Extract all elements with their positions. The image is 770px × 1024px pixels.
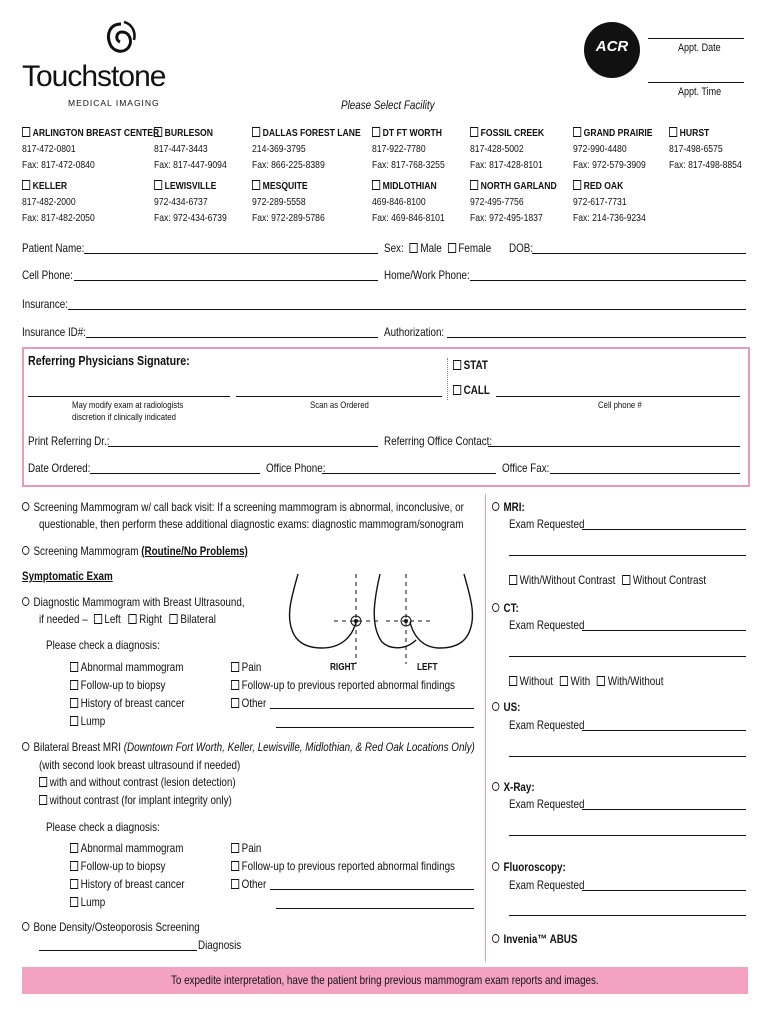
- diagram-left-label: LEFT: [417, 662, 438, 673]
- dx1-lump-label: Lump: [80, 714, 106, 728]
- dx2-history-label: History of breast cancer: [80, 877, 185, 891]
- diag-mammo-option[interactable]: [22, 595, 245, 609]
- us-exam-field[interactable]: [582, 730, 746, 731]
- fluoro-exam-field-2[interactable]: [509, 915, 746, 916]
- sex-label-text: Sex:: [384, 241, 404, 255]
- facility-phone: 817-498-6575: [669, 143, 723, 155]
- mri-with-without-contrast-label: With/Without Contrast: [519, 573, 616, 587]
- facility-name: [22, 178, 95, 194]
- cell-phone-note: Cell phone #: [598, 400, 642, 411]
- dx1-other-field-2[interactable]: [276, 727, 474, 728]
- logo-name: Touchstone: [22, 60, 166, 93]
- bone-density-dx-field[interactable]: [39, 950, 197, 951]
- insurance-id-label: Insurance ID#:: [22, 325, 86, 339]
- appt-date-label: Appt. Date: [678, 42, 721, 54]
- facility-fax: Fax: 972-289-5786: [252, 212, 325, 224]
- facility-phone: 817-428-5002: [470, 143, 524, 155]
- xray-radio[interactable]: [492, 782, 499, 791]
- left-checkbox[interactable]: [94, 614, 102, 624]
- right-checkbox[interactable]: [128, 614, 136, 624]
- fluoro-radio[interactable]: [492, 862, 499, 871]
- mri-with-without-checkbox[interactable]: [39, 777, 47, 787]
- invenia-radio[interactable]: [492, 934, 499, 943]
- ct-without-label: Without: [519, 674, 554, 688]
- facility-fax: Fax: 817-472-0840: [22, 159, 95, 171]
- mri-without[interactable]: [39, 793, 232, 807]
- dx1-followup-prev-checkbox[interactable]: [231, 680, 239, 690]
- signature-modify-field[interactable]: [28, 396, 230, 397]
- dx2-pain-label: Pain: [241, 841, 262, 855]
- call-phone-field[interactable]: [496, 396, 740, 397]
- dx2-abnormal-label: Abnormal mammogram: [80, 841, 184, 855]
- dob-label: DOB:: [509, 241, 534, 255]
- invenia-option[interactable]: [492, 932, 577, 946]
- facility-checkbox[interactable]: [470, 180, 478, 190]
- mri-radio[interactable]: [492, 502, 499, 511]
- facility-option[interactable]: [573, 178, 646, 226]
- invenia-label: Invenia™ ABUS: [503, 932, 578, 946]
- facility-checkbox[interactable]: [22, 127, 30, 137]
- facility-checkbox[interactable]: [252, 180, 260, 190]
- mri-exam-label: Exam Requested: [509, 517, 585, 531]
- facility-checkbox[interactable]: [22, 180, 30, 190]
- ct-with-label: With: [570, 674, 591, 688]
- facility-name-text: BURLESON: [164, 127, 213, 139]
- female-checkbox[interactable]: [448, 243, 456, 253]
- breast-diagram-icon[interactable]: [282, 570, 478, 666]
- facility-phone: 817-922-7780: [372, 143, 426, 155]
- dx2-pain[interactable]: [231, 841, 261, 855]
- mri-label: MRI:: [503, 500, 525, 514]
- facility-option[interactable]: [252, 178, 325, 226]
- mri-exam-field[interactable]: [582, 529, 746, 530]
- office-contact-field[interactable]: [488, 446, 740, 447]
- mri-with-without[interactable]: [39, 775, 236, 789]
- facility-name-text: MESQUITE: [262, 180, 308, 192]
- facility-name: [372, 125, 445, 141]
- stat-label: STAT: [463, 358, 488, 372]
- dx1-followup-label: Follow-up to biopsy: [80, 678, 166, 692]
- dx1-pain[interactable]: [231, 660, 261, 674]
- screening-callback-radio[interactable]: [22, 502, 29, 511]
- call-label: CALL: [463, 383, 490, 397]
- dx2-history-checkbox[interactable]: [70, 879, 78, 889]
- office-fax-label: Office Fax:: [502, 461, 550, 475]
- dx1-history[interactable]: [70, 696, 185, 710]
- stat-option[interactable]: [453, 358, 488, 372]
- facility-name: [470, 125, 544, 141]
- mri-option[interactable]: [492, 500, 525, 514]
- dx1-other-checkbox[interactable]: [231, 698, 239, 708]
- diag-if-needed: if needed –: [39, 612, 88, 626]
- fluoro-label: Fluoroscopy:: [503, 860, 566, 874]
- mri-breast-radio[interactable]: [22, 742, 29, 751]
- facility-name: [154, 125, 227, 141]
- screening-callback-text2: questionable, then perform these additional diagnostic exams: diagnostic mammogram/sonogram: [39, 517, 464, 531]
- modify-note-line2: discretion if clinically indicated: [72, 412, 176, 423]
- insurance-label: Insurance:: [22, 297, 68, 311]
- footer-text: To expedite interpretation, have the patient bring previous mammogram exam reports and images.: [171, 973, 599, 987]
- facility-option[interactable]: [372, 125, 445, 173]
- screening-routine-text: Screening Mammogram: [33, 544, 139, 558]
- xray-exam-label: Exam Requested: [509, 797, 585, 811]
- ct-without-checkbox[interactable]: [509, 676, 517, 686]
- office-phone-label: Office Phone:: [266, 461, 326, 475]
- facility-name: [573, 178, 646, 194]
- authorization-field[interactable]: [447, 337, 746, 338]
- facility-phone: 817-447-3443: [154, 143, 208, 155]
- authorization-label: Authorization:: [384, 325, 445, 339]
- facility-checkbox[interactable]: [154, 180, 162, 190]
- xray-label: X-Ray:: [503, 780, 535, 794]
- facility-phone: 817-472-0801: [22, 143, 76, 155]
- facility-checkbox[interactable]: [573, 127, 581, 137]
- dx1-other-label: Other: [241, 696, 267, 710]
- insurance-id-field[interactable]: [86, 337, 378, 338]
- facility-name-text: ARLINGTON BREAST CENTER: [32, 127, 160, 139]
- dx2-followup[interactable]: [70, 859, 165, 873]
- facility-phone: 972-990-4480: [573, 143, 627, 155]
- us-option[interactable]: [492, 700, 520, 714]
- ct-with-checkbox[interactable]: [560, 676, 568, 686]
- facility-option[interactable]: [22, 125, 159, 173]
- female-label: Female: [458, 241, 492, 255]
- dx2-pain-checkbox[interactable]: [231, 843, 239, 853]
- appt-time-label: Appt. Time: [678, 86, 722, 98]
- home-phone-field[interactable]: [470, 280, 746, 281]
- cell-phone-field[interactable]: [74, 280, 378, 281]
- us-exam-field-2[interactable]: [509, 756, 746, 757]
- mri-contrast-row: [509, 573, 706, 587]
- diag-mammo-radio[interactable]: [22, 597, 29, 606]
- facility-checkbox[interactable]: [154, 127, 162, 137]
- right-label: Right: [139, 612, 163, 626]
- mri-breast-option[interactable]: [22, 740, 475, 754]
- facility-checkbox[interactable]: [372, 180, 380, 190]
- dx2-followup-label: Follow-up to biopsy: [80, 859, 166, 873]
- dx1-followup-prev-label: Follow-up to previous reported abnormal findings: [241, 678, 455, 692]
- footer-banner: [22, 967, 748, 994]
- facility-name: [252, 125, 361, 141]
- date-ordered-field[interactable]: [90, 473, 260, 474]
- mri-second-look: (with second look breast ultrasound if needed): [39, 758, 241, 772]
- modify-note-line1: May modify exam at radiologists: [72, 400, 184, 411]
- check-dx-label-1: Please check a diagnosis:: [46, 638, 160, 652]
- facility-checkbox[interactable]: [669, 127, 677, 137]
- facility-option[interactable]: [470, 178, 557, 226]
- home-phone-label: Home/Work Phone:: [384, 268, 470, 282]
- facility-fax: Fax: 817-428-8101: [470, 159, 543, 171]
- bone-density-radio[interactable]: [22, 922, 29, 931]
- dx1-history-checkbox[interactable]: [70, 698, 78, 708]
- cell-phone-label: Cell Phone:: [22, 268, 73, 282]
- facility-fax: Fax: 817-768-3255: [372, 159, 445, 171]
- ct-exam-field-2[interactable]: [509, 656, 746, 657]
- dx2-other-field-2[interactable]: [276, 908, 474, 909]
- bone-density-label: Bone Density/Osteoporosis Screening: [33, 920, 200, 934]
- sex-label: [384, 241, 491, 255]
- dx1-history-label: History of breast cancer: [80, 696, 185, 710]
- facility-name-text: LEWISVILLE: [164, 180, 217, 192]
- fluoro-exam-label: Exam Requested: [509, 878, 585, 892]
- ct-contrast-row: [509, 674, 663, 688]
- facility-phone: 972-289-5558: [252, 196, 306, 208]
- ct-radio[interactable]: [492, 603, 499, 612]
- call-checkbox[interactable]: [453, 385, 461, 395]
- facility-fax: Fax: 972-579-3909: [573, 159, 646, 171]
- left-label: Left: [104, 612, 121, 626]
- call-option[interactable]: [453, 383, 490, 397]
- facility-phone: 972-617-7731: [573, 196, 627, 208]
- dx1-pain-label: Pain: [241, 660, 262, 674]
- dx1-followup-prev[interactable]: [231, 678, 455, 692]
- dx2-history[interactable]: [70, 877, 185, 891]
- diagram-right-label: RIGHT: [330, 662, 356, 673]
- dx1-abnormal-label: Abnormal mammogram: [80, 660, 184, 674]
- ct-label: CT:: [503, 601, 519, 615]
- mri-with-without-label: with and without contrast (lesion detection): [49, 775, 236, 789]
- dx2-followup-checkbox[interactable]: [70, 861, 78, 871]
- facility-option[interactable]: [573, 125, 653, 173]
- bilateral-checkbox[interactable]: [170, 614, 178, 624]
- facility-name-text: GRAND PRAIRIE: [583, 127, 653, 139]
- signature-divider: [447, 358, 448, 400]
- facility-name: [470, 178, 557, 194]
- facility-fax: Fax: 972-434-6739: [154, 212, 227, 224]
- dx2-followup-prev-label: Follow-up to previous reported abnormal findings: [241, 859, 455, 873]
- diag-mammo-text: Diagnostic Mammogram with Breast Ultrasound,: [33, 595, 245, 609]
- facility-name-text: DT FT WORTH: [382, 127, 442, 139]
- dx2-lump-label: Lump: [80, 895, 106, 909]
- dx2-lump[interactable]: [70, 895, 105, 909]
- signature-as-ordered-field[interactable]: [236, 396, 442, 397]
- us-radio[interactable]: [492, 702, 499, 711]
- dx1-followup[interactable]: [70, 678, 165, 692]
- print-dr-label: Print Referring Dr.:: [28, 434, 110, 448]
- ct-with-without-checkbox[interactable]: [597, 676, 605, 686]
- facility-name: [372, 178, 445, 194]
- facility-phone: 972-434-6737: [154, 196, 208, 208]
- male-label: Male: [420, 241, 442, 255]
- dx1-abnormal-checkbox[interactable]: [70, 662, 78, 672]
- xray-exam-field-2[interactable]: [509, 835, 746, 836]
- facility-option[interactable]: [154, 125, 227, 173]
- facility-name-text: DALLAS FOREST LANE: [262, 127, 361, 139]
- fluoro-option[interactable]: [492, 860, 566, 874]
- dx2-lump-checkbox[interactable]: [70, 897, 78, 907]
- facility-name: [154, 178, 227, 194]
- screening-callback-text1: Screening Mammogram w/ call back visit: If a screening mammogram is abnormal, inconclusive, or: [33, 500, 464, 514]
- facility-name-text: KELLER: [32, 180, 68, 192]
- touchstone-swirl-icon: [104, 20, 138, 60]
- us-label: US:: [503, 700, 521, 714]
- scan-as-ordered-note: Scan as Ordered: [310, 400, 369, 411]
- facility-name: [573, 125, 653, 141]
- dx1-followup-checkbox[interactable]: [70, 680, 78, 690]
- facility-name-text: NORTH GARLAND: [480, 180, 557, 192]
- office-contact-label: Referring Office Contact:: [384, 434, 493, 448]
- facility-fax: Fax: 469-846-8101: [372, 212, 445, 224]
- facility-checkbox[interactable]: [573, 180, 581, 190]
- dx1-other[interactable]: [231, 696, 266, 710]
- facility-name: [669, 125, 742, 141]
- bone-density-option[interactable]: [22, 920, 200, 934]
- print-dr-field[interactable]: [108, 446, 378, 447]
- check-dx-label-2: Please check a diagnosis:: [46, 820, 160, 834]
- facility-name: [252, 178, 325, 194]
- referring-signature-label: Referring Physicians Signature:: [28, 353, 190, 368]
- mri-without-contrast-label: Without Contrast: [632, 573, 707, 587]
- dx2-abnormal[interactable]: [70, 841, 183, 855]
- facility-phone: 469-846-8100: [372, 196, 426, 208]
- facility-option[interactable]: [154, 178, 227, 226]
- mri-exam-field-2[interactable]: [509, 555, 746, 556]
- dx2-other-checkbox[interactable]: [231, 879, 239, 889]
- patient-name-field[interactable]: [84, 253, 378, 254]
- facility-fax: Fax: 817-498-8854: [669, 159, 742, 171]
- mri-breast-locations: (Downtown Fort Worth, Keller, Lewisville, Midlothian, & Red Oak Locations Only): [123, 740, 475, 754]
- office-fax-field[interactable]: [550, 473, 740, 474]
- mri-with-without-contrast-checkbox[interactable]: [509, 575, 517, 585]
- facility-fax: Fax: 817-447-9094: [154, 159, 227, 171]
- mri-without-contrast-checkbox[interactable]: [622, 575, 630, 585]
- dx2-abnormal-checkbox[interactable]: [70, 843, 78, 853]
- facility-option[interactable]: [372, 178, 445, 226]
- column-divider: [485, 494, 486, 962]
- facility-fax: Fax: 817-482-2050: [22, 212, 95, 224]
- patient-name-label: Patient Name:: [22, 241, 85, 255]
- xray-option[interactable]: [492, 780, 535, 794]
- facility-checkbox[interactable]: [470, 127, 478, 137]
- appt-date-line[interactable]: [648, 38, 744, 39]
- appt-time-line[interactable]: [648, 82, 744, 83]
- facility-name-text: HURST: [679, 127, 710, 139]
- office-phone-field[interactable]: [322, 473, 496, 474]
- facility-fax: Fax: 866-225-8389: [252, 159, 325, 171]
- ct-exam-field[interactable]: [582, 630, 746, 631]
- facility-checkbox[interactable]: [372, 127, 380, 137]
- facility-phone: 214-369-3795: [252, 143, 306, 155]
- male-checkbox[interactable]: [410, 243, 418, 253]
- facility-checkbox[interactable]: [252, 127, 260, 137]
- dx2-other-label: Other: [241, 877, 267, 891]
- dx2-other-field[interactable]: [270, 889, 474, 890]
- ct-exam-label: Exam Requested: [509, 618, 585, 632]
- us-exam-label: Exam Requested: [509, 718, 585, 732]
- ct-with-without-label: With/Without: [607, 674, 664, 688]
- symptomatic-heading: Symptomatic Exam: [22, 569, 113, 583]
- facility-option[interactable]: [22, 178, 95, 226]
- dx1-lump-checkbox[interactable]: [70, 716, 78, 726]
- screening-routine-tag: (Routine/No Problems): [141, 544, 248, 558]
- logo-tagline: MEDICAL IMAGING: [68, 98, 160, 108]
- facility-name-text: RED OAK: [583, 180, 624, 192]
- ct-option[interactable]: [492, 601, 519, 615]
- facility-option[interactable]: [470, 125, 544, 173]
- dx1-abnormal[interactable]: [70, 660, 183, 674]
- xray-exam-field[interactable]: [582, 809, 746, 810]
- facility-phone: 972-495-7756: [470, 196, 524, 208]
- dob-field[interactable]: [532, 253, 746, 254]
- screening-routine-option[interactable]: [22, 544, 248, 558]
- facility-option[interactable]: [252, 125, 361, 173]
- diag-side-row: [39, 612, 216, 626]
- screening-callback-option[interactable]: [22, 500, 464, 514]
- fluoro-exam-field[interactable]: [582, 890, 746, 891]
- stat-checkbox[interactable]: [453, 360, 461, 370]
- facility-option[interactable]: [669, 125, 742, 173]
- select-facility-heading: Please Select Facility: [341, 98, 435, 112]
- screening-routine-radio[interactable]: [22, 546, 29, 555]
- dx1-other-field[interactable]: [270, 708, 474, 709]
- mri-without-checkbox[interactable]: [39, 795, 47, 805]
- dx2-followup-prev-checkbox[interactable]: [231, 861, 239, 871]
- facility-name-text: MIDLOTHIAN: [382, 180, 437, 192]
- date-ordered-label: Date Ordered:: [28, 461, 91, 475]
- dx2-followup-prev[interactable]: [231, 859, 455, 873]
- dx2-other[interactable]: [231, 877, 266, 891]
- acr-badge-text: ACR: [595, 38, 629, 55]
- bone-density-dx-label: Diagnosis: [198, 938, 242, 952]
- dx1-lump[interactable]: [70, 714, 105, 728]
- mri-without-label: without contrast (for implant integrity only): [49, 793, 232, 807]
- mri-breast-title: Bilateral Breast MRI: [33, 740, 121, 754]
- facility-name: [22, 125, 159, 141]
- facility-fax: Fax: 214-736-9234: [573, 212, 646, 224]
- facility-fax: Fax: 972-495-1837: [470, 212, 543, 224]
- facility-name-text: FOSSIL CREEK: [480, 127, 545, 139]
- dx1-pain-checkbox[interactable]: [231, 662, 239, 672]
- insurance-field[interactable]: [68, 309, 746, 310]
- acr-badge: [584, 22, 640, 78]
- bilateral-label: Bilateral: [180, 612, 216, 626]
- facility-phone: 817-482-2000: [22, 196, 76, 208]
